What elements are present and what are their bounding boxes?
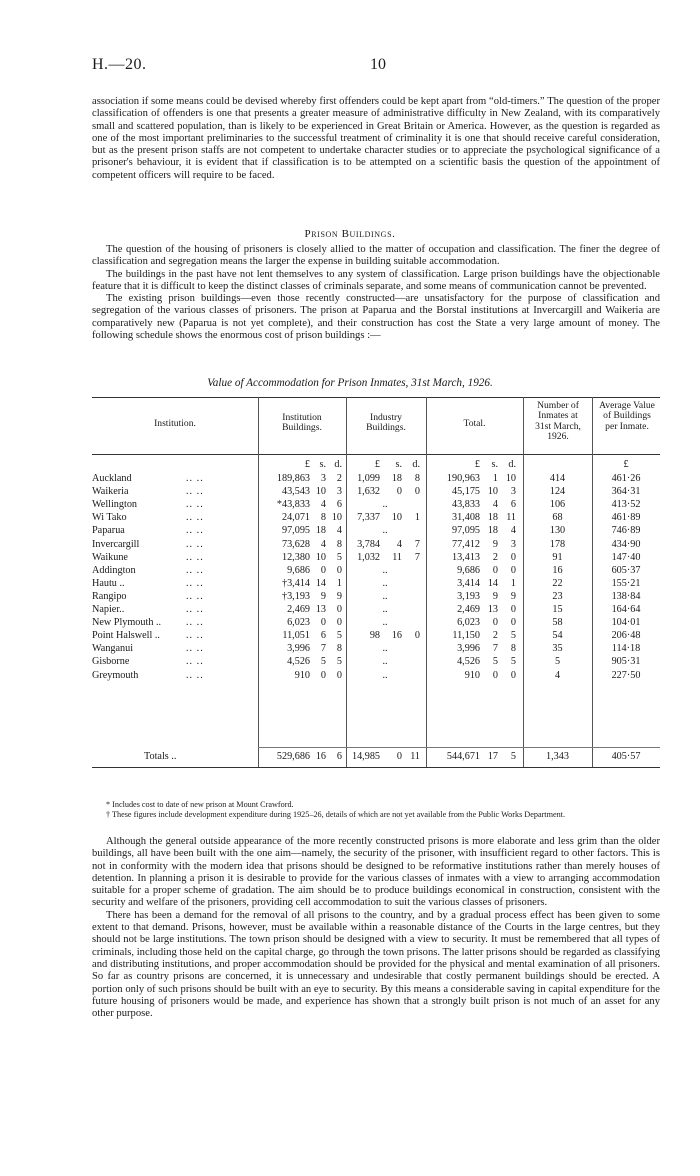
unit-pounds: £ xyxy=(374,459,380,470)
unit-pounds: £ xyxy=(474,459,480,470)
total-shillings: 0 xyxy=(492,617,498,629)
leader-dots: .. .. xyxy=(186,643,204,655)
industry-buildings-pounds: 7,337 xyxy=(357,512,380,524)
closing-paragraph: There has been a demand for the removal of all prisons to the country, and by a gradual process effect has been given to some extent to that demand. Prisons, however, must be available within a reasonable distance of the Courts in the large centres, but they should not be large institutions. The town prison should be designed with a view to security. It must be remembered that all types of criminals, including those held on the capital charge, go through the town prisons. The latter prisons should be regarded as classifying and distributing institutions, and proper accommodation should be provided for the physical and mental examination of all prisoners. So far as country prisons are concerned, it is unnecessary and undesirable that costly permanent buildings should be erected. A portion only of such prisons should be built with an eye to security. By this means a considerable saving in capital expenditure for the future housing of prisoners would be made, and experience has shown that a strongly built prison is not much of an asset for any other purpose. xyxy=(92,909,660,1020)
industry-buildings-pence: 8 xyxy=(414,473,420,484)
industry-buildings-pence: 7 xyxy=(414,551,420,563)
industry-buildings-shillings: 0 xyxy=(396,751,402,762)
average-value: 206·48 xyxy=(611,630,641,642)
report-series-code: H.—20. xyxy=(92,56,147,73)
section-paragraph: The question of the housing of prisoners is closely allied to the matter of occupation and classification. The finer the degree of classification and segregation means the larger the expense in building suitable accommodation. xyxy=(92,244,660,268)
inmates-count: 23 xyxy=(552,590,563,602)
total-pounds: 6,023 xyxy=(457,617,480,629)
leader-dots: .. .. xyxy=(186,669,204,681)
inmates-count: 5 xyxy=(554,656,561,668)
intro-paragraph: association if some means could be devised whereby first offenders could be kept apart from “old-timers.” The question of the proper classification of offenders is one that presents a greater measure of administrative difficulty in New Zealand, with its comparatively small and scattered population, than is likely to be experienced in Great Britain or America. However, as the question is regarded as one of the most important preliminaries to the successful treatment of criminality it is one that should receive careful consideration, but as the present prison staffs are not competent to undertake character studies or to appreciate the psychological significance of a prisoner's behaviour, it is evident that if classification is to be attempted on a scientific basis the question of the appointment of competent officers will require to be faced. xyxy=(92,96,660,181)
intro-paragraph-block xyxy=(92,96,660,182)
total-pence: 0 xyxy=(510,551,516,563)
inst-buildings-shillings: 5 xyxy=(320,656,326,668)
inst-buildings-pence: 4 xyxy=(336,525,342,537)
inst-buildings-pounds: 12,380 xyxy=(281,551,310,563)
header-institution: Institution. xyxy=(154,418,196,429)
inst-buildings-shillings: 8 xyxy=(320,512,326,524)
inmates-count: 124 xyxy=(549,486,566,498)
unit-pounds: £ xyxy=(304,459,310,470)
header-industry-buildings: Industry Buildings. xyxy=(366,412,406,434)
inst-buildings-pence: 5 xyxy=(336,656,342,668)
average-value: 746·89 xyxy=(611,525,641,537)
industry-buildings-pence: 7 xyxy=(414,538,420,550)
column-divider xyxy=(258,397,259,767)
closing-paragraphs xyxy=(92,836,660,1020)
total-pounds: 4,526 xyxy=(457,656,480,668)
unit-shillings: s. xyxy=(319,459,326,470)
total-pounds: 3,414 xyxy=(457,577,480,589)
industry-buildings-shillings: 0 xyxy=(396,486,402,498)
total-pence: 4 xyxy=(510,525,516,537)
total-pence: 5 xyxy=(510,630,516,642)
inst-buildings-pence: 5 xyxy=(336,551,342,563)
inst-buildings-pence: 1 xyxy=(336,577,342,589)
leader-dots: .. .. xyxy=(186,617,204,629)
industry-buildings-pounds: .. xyxy=(382,656,388,668)
inst-buildings-shillings: 10 xyxy=(315,486,326,498)
inst-buildings-pence: 0 xyxy=(336,669,342,681)
institution-name: Gisborne xyxy=(92,656,130,668)
table-top-rule xyxy=(92,397,660,398)
inmates-count: 4 xyxy=(554,669,561,681)
average-value: 364·31 xyxy=(611,486,641,498)
average-value: 114·18 xyxy=(611,643,641,655)
total-pounds: 190,963 xyxy=(446,473,480,484)
accommodation-value-table xyxy=(92,397,660,793)
column-divider xyxy=(426,397,427,767)
table-header-rule xyxy=(92,454,660,455)
inst-buildings-pence: 5 xyxy=(336,630,342,642)
institution-name: Totals .. xyxy=(144,751,177,762)
industry-buildings-pence: 11 xyxy=(410,751,420,762)
total-shillings: 17 xyxy=(487,751,498,762)
industry-buildings-pence: 1 xyxy=(414,512,420,524)
inst-buildings-shillings: 16 xyxy=(315,751,326,762)
footnote-asterisk: * Includes cost to date of new prison at Mount Crawford. xyxy=(106,800,294,809)
institution-name: New Plymouth .. xyxy=(92,617,162,629)
institution-name: Wanganui xyxy=(92,643,134,655)
institution-name: Wi Tako xyxy=(92,512,127,524)
inmates-count: 414 xyxy=(549,473,566,484)
total-pence: 5 xyxy=(510,751,516,762)
total-pounds: 31,408 xyxy=(451,512,480,524)
industry-buildings-pounds: .. xyxy=(382,590,388,602)
industry-buildings-pounds: .. xyxy=(382,499,388,511)
leader-dots: .. .. xyxy=(186,551,204,563)
leader-dots: .. .. xyxy=(186,630,204,642)
total-pounds: 11,150 xyxy=(452,630,480,642)
inst-buildings-shillings: 7 xyxy=(320,643,326,655)
total-shillings: 5 xyxy=(492,656,498,668)
total-pence: 1 xyxy=(510,577,516,589)
inst-buildings-pence: 0 xyxy=(336,617,342,629)
industry-buildings-pounds: .. xyxy=(382,577,388,589)
inst-buildings-pounds: 6,023 xyxy=(287,617,310,629)
total-shillings: 2 xyxy=(492,551,498,563)
inmates-count: 58 xyxy=(552,617,563,629)
total-shillings: 9 xyxy=(492,538,498,550)
average-value: 147·40 xyxy=(611,551,641,563)
unit-pence: d. xyxy=(412,459,420,470)
total-pence: 0 xyxy=(510,564,516,576)
inst-buildings-shillings: 0 xyxy=(320,669,326,681)
total-shillings: 0 xyxy=(492,564,498,576)
inst-buildings-pounds: 4,526 xyxy=(287,656,310,668)
leader-dots: .. .. xyxy=(186,656,204,668)
total-pence: 3 xyxy=(510,538,516,550)
total-pence: 11 xyxy=(506,512,516,524)
total-pounds: 77,412 xyxy=(451,538,480,550)
unit-pence: d. xyxy=(508,459,516,470)
inmates-count: 130 xyxy=(549,525,566,537)
leader-dots: .. .. xyxy=(186,473,204,484)
industry-buildings-pounds: 98 xyxy=(369,630,380,642)
industry-buildings-pounds: 1,032 xyxy=(357,551,380,563)
inst-buildings-pence: 2 xyxy=(336,473,342,484)
institution-name: Greymouth xyxy=(92,669,139,681)
inst-buildings-pounds: 97,095 xyxy=(281,525,310,537)
average-value: 461·26 xyxy=(611,473,641,484)
unit-shillings: s. xyxy=(491,459,498,470)
total-shillings: 7 xyxy=(492,643,498,655)
industry-buildings-pounds: .. xyxy=(382,564,388,576)
leader-dots: .. .. xyxy=(186,512,204,524)
institution-name: Addington xyxy=(92,564,136,576)
institution-name: Paparua xyxy=(92,525,125,537)
total-shillings: 1 xyxy=(492,473,498,484)
average-value: 227·50 xyxy=(611,669,641,681)
inmates-count: 16 xyxy=(552,564,563,576)
industry-buildings-pounds: .. xyxy=(382,604,388,615)
inst-buildings-pence: 9 xyxy=(336,590,342,602)
institution-name: Napier.. xyxy=(92,604,125,615)
average-value: 155·21 xyxy=(611,577,641,589)
institution-name: Invercargill xyxy=(92,538,140,550)
total-pence: 0 xyxy=(510,604,516,615)
footnote-dagger: † These figures include development expenditure during 1925–26, details of which are not yet available from the Public Works Department. xyxy=(106,810,566,819)
total-pounds: 910 xyxy=(464,669,480,681)
industry-buildings-pounds: 1,632 xyxy=(357,486,380,498)
inst-buildings-shillings: 18 xyxy=(315,525,326,537)
average-value: 413·52 xyxy=(611,499,641,511)
inst-buildings-pounds: 9,686 xyxy=(287,564,310,576)
inst-buildings-pence: 0 xyxy=(336,564,342,576)
unit-shillings: s. xyxy=(395,459,402,470)
institution-name: Auckland xyxy=(92,473,132,484)
inst-buildings-pence: 10 xyxy=(331,512,342,524)
average-value: 434·90 xyxy=(611,538,641,550)
inst-buildings-pence: 3 xyxy=(336,486,342,498)
table-bottom-rule xyxy=(92,767,660,768)
institution-name: Wellington xyxy=(92,499,138,511)
section-heading: Prison Buildings. xyxy=(304,228,396,240)
inmates-count: 1,343 xyxy=(546,751,569,762)
industry-buildings-pounds: 14,985 xyxy=(351,751,380,762)
inst-buildings-pounds: 2,469 xyxy=(287,604,310,615)
header-inmates: Number of Inmates at 31st March, 1926. xyxy=(535,400,581,443)
average-value: 605·37 xyxy=(611,564,641,576)
average-value: 138·84 xyxy=(611,590,641,602)
inst-buildings-shillings: 6 xyxy=(320,630,326,642)
inst-buildings-pence: 8 xyxy=(336,643,342,655)
leader-dots: .. .. xyxy=(186,499,204,511)
page-number: 10 xyxy=(370,56,386,73)
leader-dots: .. .. xyxy=(186,604,204,615)
leader-dots: .. .. xyxy=(186,486,204,498)
inst-buildings-pounds: 11,051 xyxy=(282,630,310,642)
inst-buildings-shillings: 9 xyxy=(320,590,326,602)
average-value: 405·57 xyxy=(611,751,641,762)
inst-buildings-pounds: 73,628 xyxy=(281,538,310,550)
industry-buildings-pounds: .. xyxy=(382,525,388,537)
total-shillings: 9 xyxy=(492,590,498,602)
inst-buildings-pounds: 910 xyxy=(294,669,310,681)
inst-buildings-pounds: 24,071 xyxy=(281,512,310,524)
section-paragraph: The buildings in the past have not lent themselves to any system of classification. Large prison buildings have the objectionable feature that it is difficult to keep the distinct classes of criminals separate, and some means of communication cannot be prevented. xyxy=(92,268,660,292)
inmates-count: 106 xyxy=(549,499,566,511)
header-average-value: Average Value of Buildings per Inmate. xyxy=(599,400,655,432)
inst-buildings-shillings: 0 xyxy=(320,564,326,576)
table-caption: Value of Accommodation for Prison Inmates, 31st March, 1926. xyxy=(207,377,493,389)
inst-buildings-shillings: 3 xyxy=(320,473,326,484)
total-pence: 10 xyxy=(505,473,516,484)
average-value: 905·31 xyxy=(611,656,641,668)
industry-buildings-pounds: .. xyxy=(382,643,388,655)
inst-buildings-shillings: 10 xyxy=(315,551,326,563)
leader-dots: .. .. xyxy=(186,564,204,576)
industry-buildings-shillings: 16 xyxy=(391,630,402,642)
industry-buildings-pounds: .. xyxy=(382,669,388,681)
industry-buildings-shillings: 11 xyxy=(392,551,402,563)
inmates-count: 68 xyxy=(552,512,563,524)
total-pence: 0 xyxy=(510,669,516,681)
total-pounds: 97,095 xyxy=(451,525,480,537)
inst-buildings-pounds: †3,414 xyxy=(281,577,310,589)
total-pounds: 45,175 xyxy=(451,486,480,498)
inst-buildings-pence: 0 xyxy=(336,604,342,615)
leader-dots: .. .. xyxy=(186,590,204,602)
inst-buildings-pence: 6 xyxy=(336,499,342,511)
total-pounds: 43,833 xyxy=(451,499,480,511)
average-value: 461·89 xyxy=(611,512,641,524)
average-value: 164·64 xyxy=(611,604,641,615)
total-pence: 9 xyxy=(510,590,516,602)
header-total: Total. xyxy=(463,418,486,429)
totals-rule xyxy=(258,747,660,748)
inmates-count: 22 xyxy=(552,577,563,589)
inst-buildings-shillings: 14 xyxy=(315,577,326,589)
total-shillings: 4 xyxy=(492,499,498,511)
total-pounds: 544,671 xyxy=(446,751,480,762)
industry-buildings-shillings: 10 xyxy=(391,512,402,524)
institution-name: Waikune xyxy=(92,551,128,563)
total-pence: 8 xyxy=(510,643,516,655)
leader-dots: .. .. xyxy=(186,525,204,537)
inmates-count: 178 xyxy=(549,538,566,550)
section-paragraphs xyxy=(92,244,660,342)
institution-name: Hautu .. xyxy=(92,577,125,589)
header-institution-buildings: Institution Buildings. xyxy=(282,412,322,434)
inst-buildings-pounds: 43,543 xyxy=(281,486,310,498)
institution-name: Point Halswell .. xyxy=(92,630,160,642)
total-pounds: 3,193 xyxy=(457,590,480,602)
inst-buildings-pence: 6 xyxy=(336,751,342,762)
total-shillings: 14 xyxy=(487,577,498,589)
total-pence: 3 xyxy=(510,486,516,498)
leader-dots: .. .. xyxy=(186,577,204,589)
total-shillings: 18 xyxy=(487,512,498,524)
inst-buildings-pence: 8 xyxy=(336,538,342,550)
total-pounds: 3,996 xyxy=(457,643,480,655)
inst-buildings-pounds: *43,833 xyxy=(276,499,310,511)
average-value: 104·01 xyxy=(611,617,641,629)
inst-buildings-pounds: 189,863 xyxy=(276,473,310,484)
industry-buildings-pounds: 3,784 xyxy=(357,538,380,550)
total-shillings: 2 xyxy=(492,630,498,642)
closing-paragraph: Although the general outside appearance of the more recently constructed prisons is more elaborate and less grim than the older buildings, all have been built with the one aim—namely, the security of the prisoner, with insufficient regard to other factors. This is not in conformity with the modern idea that prisons should be designed to be reformative institutions rather than merely houses of detention. In planning a prison it is desirable to provide for the various classes of inmates with a view to arranging accommodation suitable for a proper scheme of gradation. The aim should be to produce buildings economical in construction, consistent with the security and welfare of the prisoners, providing cell accommodation to suit the various classes of prisoners. xyxy=(92,836,660,909)
total-pence: 5 xyxy=(510,656,516,668)
total-pence: 0 xyxy=(510,617,516,629)
total-pence: 6 xyxy=(510,499,516,511)
inst-buildings-shillings: 4 xyxy=(320,499,326,511)
total-pounds: 9,686 xyxy=(457,564,480,576)
total-shillings: 0 xyxy=(492,669,498,681)
institution-name: Waikeria xyxy=(92,486,129,498)
inmates-count: 54 xyxy=(552,630,563,642)
industry-buildings-shillings: 18 xyxy=(391,473,402,484)
inst-buildings-pounds: 3,996 xyxy=(287,643,310,655)
industry-buildings-pounds: .. xyxy=(382,617,388,629)
leader-dots: .. .. xyxy=(186,538,204,550)
inmates-count: 35 xyxy=(552,643,563,655)
institution-name: Rangipo xyxy=(92,590,127,602)
total-pounds: 2,469 xyxy=(457,604,480,615)
total-pounds: 13,413 xyxy=(451,551,480,563)
section-paragraph: The existing prison buildings—even those recently constructed—are unsatisfactory for the purpose of classification and segregation of the various classes of prisoners. The prison at Paparua and the Borstal institutions at Invercargill and Waikeria are comparatively new (Paparua is not yet complete), and their construction has cost the State a very large amount of money. The following schedule shows the enormous cost of prison buildings :— xyxy=(92,293,660,342)
inst-buildings-pounds: 529,686 xyxy=(276,751,310,762)
total-shillings: 13 xyxy=(487,604,498,615)
inmates-count: 15 xyxy=(552,604,563,615)
industry-buildings-pounds: 1,099 xyxy=(357,473,380,484)
unit-pounds: £ xyxy=(623,459,629,470)
inst-buildings-pounds: †3,193 xyxy=(281,590,310,602)
industry-buildings-shillings: 4 xyxy=(396,538,402,550)
inst-buildings-shillings: 4 xyxy=(320,538,326,550)
inst-buildings-shillings: 0 xyxy=(320,617,326,629)
unit-pence: d. xyxy=(334,459,342,470)
inmates-count: 91 xyxy=(552,551,563,563)
inst-buildings-shillings: 13 xyxy=(315,604,326,615)
footnotes xyxy=(92,800,660,820)
column-divider xyxy=(346,397,347,767)
total-shillings: 10 xyxy=(487,486,498,498)
industry-buildings-pence: 0 xyxy=(414,630,420,642)
industry-buildings-pence: 0 xyxy=(414,486,420,498)
total-shillings: 18 xyxy=(487,525,498,537)
